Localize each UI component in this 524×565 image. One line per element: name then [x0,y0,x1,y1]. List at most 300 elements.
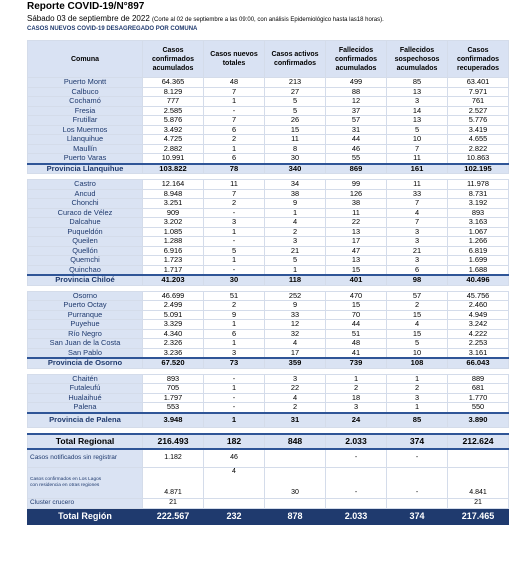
comuna-name: Puqueldón [28,227,143,237]
cell-deaths-confirmed: 51 [326,329,387,339]
cell-new-cases: 6 [204,329,265,339]
total-regional-new-cases: 182 [204,434,265,449]
cell-recovered: 4.949 [448,310,509,320]
cell-deaths-confirmed: 18 [326,393,387,403]
cell-deaths-suspected: 4 [387,208,448,218]
comuna-name: Dalcahue [28,218,143,228]
total-region-confirmed-cumulative: 222.567 [143,508,204,524]
cell-active-cases: 4 [265,393,326,403]
cell-deaths-confirmed: 12 [326,97,387,107]
cell-deaths-suspected: 7 [387,199,448,209]
cell-deaths-suspected: 14 [387,106,448,116]
cell-deaths-suspected: 98 [387,275,448,285]
extra-recovered [448,449,509,468]
cell-deaths-suspected: 4 [387,320,448,330]
extra-row-label [28,467,143,498]
cell-deaths-suspected: 15 [387,310,448,320]
extra-deaths-suspected [387,498,448,508]
table-row [28,301,509,311]
cell-new-cases: 1 [204,384,265,394]
cell-active-cases: 17 [265,348,326,358]
cell-deaths-suspected: 5 [387,125,448,135]
cell-active-cases: 2 [265,227,326,237]
cell-recovered: 2.460 [448,301,509,311]
extra-recovered: 4.841 [448,467,509,498]
cell-recovered: 893 [448,208,509,218]
cell-active-cases: 31 [265,413,326,428]
cell-new-cases: 1 [204,144,265,154]
cell-confirmed-cumulative: 3.236 [143,348,204,358]
cell-deaths-suspected: 57 [387,291,448,301]
extra-row-label-line1: Casos confirmados en Los Lagos [30,476,102,482]
cell-active-cases: 1 [265,208,326,218]
cell-recovered: 1.688 [448,265,509,275]
cell-deaths-suspected: 13 [387,116,448,126]
comuna-name: Río Negro [28,329,143,339]
cell-deaths-suspected: 10 [387,135,448,145]
cell-deaths-confirmed: 2 [326,384,387,394]
cell-confirmed-cumulative: 6.916 [143,246,204,256]
cell-new-cases: 9 [204,310,265,320]
cell-recovered: 5.776 [448,116,509,126]
cell-deaths-suspected: 7 [387,144,448,154]
extra-deaths-suspected: - [387,467,448,498]
cell-active-cases: 32 [265,329,326,339]
comuna-name: Puyehue [28,320,143,330]
cell-new-cases: 3 [204,218,265,228]
header-confirmed-cumulative: Casos confirmados acumulados [143,41,204,78]
cell-active-cases: 9 [265,301,326,311]
cell-active-cases: 12 [265,320,326,330]
province-row [28,164,509,174]
cell-active-cases: 4 [265,339,326,349]
table-row [28,310,509,320]
cell-confirmed-cumulative: 3.492 [143,125,204,135]
cell-deaths-suspected: 85 [387,78,448,88]
cell-recovered: 3.192 [448,199,509,209]
cell-new-cases: 7 [204,189,265,199]
cell-confirmed-cumulative: 1.288 [143,237,204,247]
cell-recovered: 889 [448,374,509,384]
extra-confirmed-cumulative: 1.182 [143,449,204,468]
table-row [28,374,509,384]
total-regional-confirmed-cumulative: 216.493 [143,434,204,449]
table-row [28,116,509,126]
cell-confirmed-cumulative: 2.585 [143,106,204,116]
cell-confirmed-cumulative: 8.948 [143,189,204,199]
header-row [28,41,509,78]
cell-deaths-suspected: 3 [387,237,448,247]
cell-confirmed-cumulative: 4.725 [143,135,204,145]
section-label: CASOS NUEVOS COVID-19 DESAGREGADO POR COMUNA [27,26,198,32]
cell-new-cases: 6 [204,154,265,164]
cell-confirmed-cumulative: 893 [143,374,204,384]
cell-deaths-confirmed: 41 [326,348,387,358]
cell-new-cases: 2 [204,301,265,311]
table-row [28,87,509,97]
cell-deaths-suspected: 161 [387,164,448,174]
extra-row [28,498,509,508]
comuna-name: Chaitén [28,374,143,384]
comuna-name: Queilen [28,237,143,247]
cell-active-cases: 26 [265,116,326,126]
table-row [28,291,509,301]
cell-new-cases: - [204,403,265,413]
cell-deaths-confirmed: 38 [326,199,387,209]
comuna-name: Puerto Montt [28,78,143,88]
cell-confirmed-cumulative: 1.085 [143,227,204,237]
cell-confirmed-cumulative: 4.340 [143,329,204,339]
cell-deaths-suspected: 85 [387,413,448,428]
comuna-name: Maullín [28,144,143,154]
cell-new-cases: 5 [204,246,265,256]
cell-confirmed-cumulative: 553 [143,403,204,413]
cell-recovered: 11.978 [448,180,509,190]
cell-active-cases: 5 [265,106,326,116]
cell-deaths-confirmed: 48 [326,339,387,349]
extra-row [28,467,509,498]
cell-deaths-suspected: 3 [387,393,448,403]
cell-deaths-suspected: 10 [387,348,448,358]
table-row [28,180,509,190]
comuna-name: Purranque [28,310,143,320]
cell-active-cases: 2 [265,403,326,413]
cell-confirmed-cumulative: 3.329 [143,320,204,330]
cell-deaths-suspected: 3 [387,97,448,107]
extra-deaths-suspected: - [387,449,448,468]
total-region-deaths-confirmed: 2.033 [326,508,387,524]
cell-deaths-confirmed: 55 [326,154,387,164]
cell-confirmed-cumulative: 1.723 [143,256,204,266]
cell-confirmed-cumulative: 8.129 [143,87,204,97]
cell-new-cases: 73 [204,358,265,368]
comuna-name: Calbuco [28,87,143,97]
province-row [28,413,509,428]
table-row [28,329,509,339]
cell-active-cases: 4 [265,218,326,228]
table-row [28,208,509,218]
extra-row-label-line2: con residencia en otras regiones [30,482,100,488]
cell-recovered: 6.819 [448,246,509,256]
cell-deaths-confirmed: 126 [326,189,387,199]
cell-new-cases: 1 [204,339,265,349]
cell-active-cases: 8 [265,144,326,154]
cell-deaths-confirmed: 470 [326,291,387,301]
cell-active-cases: 252 [265,291,326,301]
province-name: Provincia de Palena [28,413,143,428]
cell-recovered: 550 [448,403,509,413]
cell-new-cases: - [204,393,265,403]
cell-deaths-suspected: 13 [387,87,448,97]
cell-recovered: 3.161 [448,348,509,358]
total-region-recovered: 217.465 [448,508,509,524]
cell-recovered: 8.731 [448,189,509,199]
comuna-name: Llanquihue [28,135,143,145]
extra-deaths-confirmed [326,498,387,508]
header-deaths-suspected: Fallecidos sospechosos acumulados [387,41,448,78]
cell-deaths-confirmed: 46 [326,144,387,154]
cell-deaths-suspected: 2 [387,301,448,311]
total-regional-deaths-suspected: 374 [387,434,448,449]
comuna-name: Los Muermos [28,125,143,135]
cell-confirmed-cumulative: 3.251 [143,199,204,209]
total-region-new-cases: 232 [204,508,265,524]
extra-active-cases: 30 [265,467,326,498]
table-row [28,106,509,116]
extra-new-cases: 46 [204,449,265,468]
table-row [28,384,509,394]
cell-confirmed-cumulative: 1.797 [143,393,204,403]
cell-new-cases: 3 [204,348,265,358]
total-region-active-cases: 878 [265,508,326,524]
cell-recovered: 102.195 [448,164,509,174]
table-row [28,256,509,266]
cell-recovered: 3.242 [448,320,509,330]
cell-recovered: 3.419 [448,125,509,135]
extra-confirmed-cumulative: 4.871 [143,467,204,498]
comuna-name: Curaco de Vélez [28,208,143,218]
header-deaths-confirmed: Fallecidos confirmados acumulados [326,41,387,78]
cell-new-cases: 11 [204,180,265,190]
cell-recovered: 1.067 [448,227,509,237]
cell-recovered: 2.253 [448,339,509,349]
cell-deaths-confirmed: 37 [326,106,387,116]
extra-active-cases [265,498,326,508]
cell-recovered: 761 [448,97,509,107]
cell-confirmed-cumulative: 64.365 [143,78,204,88]
comuna-name: Cochamó [28,97,143,107]
cell-confirmed-cumulative: 41.203 [143,275,204,285]
cell-recovered: 63.401 [448,78,509,88]
province-name: Provincia de Osorno [28,358,143,368]
total-regional-active-cases: 848 [265,434,326,449]
cell-deaths-suspected: 15 [387,329,448,339]
cell-deaths-confirmed: 13 [326,227,387,237]
cell-new-cases: - [204,265,265,275]
table-row [28,125,509,135]
cell-new-cases: - [204,208,265,218]
table-row [28,144,509,154]
extra-row [28,449,509,468]
table-row [28,265,509,275]
total-regional-label: Total Regional [28,434,143,449]
cell-new-cases: 30 [204,275,265,285]
cell-deaths-confirmed: 44 [326,135,387,145]
cell-confirmed-cumulative: 103.822 [143,164,204,174]
cell-recovered: 3.163 [448,218,509,228]
comuna-name: Frutillar [28,116,143,126]
cell-new-cases: 78 [204,164,265,174]
cell-deaths-confirmed: 15 [326,265,387,275]
comuna-name: Ancud [28,189,143,199]
comuna-name: Osorno [28,291,143,301]
cell-recovered: 4.655 [448,135,509,145]
cell-deaths-suspected: 1 [387,374,448,384]
cell-new-cases: 2 [204,199,265,209]
cell-deaths-confirmed: 13 [326,256,387,266]
table-row [28,237,509,247]
table-row [28,348,509,358]
total-regional-deaths-confirmed: 2.033 [326,434,387,449]
extra-active-cases [265,449,326,468]
comuna-name: Quemchi [28,256,143,266]
cell-recovered: 2.527 [448,106,509,116]
cell-active-cases: 1 [265,265,326,275]
header-new-cases: Casos nuevos totales [204,41,265,78]
comuna-name: Puerto Varas [28,154,143,164]
comuna-name: Palena [28,403,143,413]
cell-deaths-confirmed: 15 [326,301,387,311]
province-name: Provincia Chiloé [28,275,143,285]
table-row [28,154,509,164]
cell-deaths-confirmed: 57 [326,116,387,126]
cell-deaths-confirmed: 869 [326,164,387,174]
cell-deaths-suspected: 108 [387,358,448,368]
cell-deaths-suspected: 11 [387,180,448,190]
cell-new-cases: 1 [204,256,265,266]
cell-deaths-suspected: 2 [387,384,448,394]
cell-deaths-confirmed: 99 [326,180,387,190]
comuna-name: San Juan de la Costa [28,339,143,349]
extra-row-label: Casos notificados sin registrar [28,449,143,468]
cell-confirmed-cumulative: 1.717 [143,265,204,275]
cell-deaths-confirmed: 88 [326,87,387,97]
cell-deaths-confirmed: 44 [326,320,387,330]
table-row [28,78,509,88]
header-active-cases: Casos activos confirmados [265,41,326,78]
report-subtitle [27,14,384,23]
report-title: Reporte COVID-19/N°897 [27,1,145,12]
cell-confirmed-cumulative: 5.876 [143,116,204,126]
table-row [28,339,509,349]
extra-deaths-confirmed: - [326,467,387,498]
cell-active-cases: 33 [265,310,326,320]
cell-deaths-suspected: 5 [387,339,448,349]
cell-recovered: 1.770 [448,393,509,403]
cell-deaths-confirmed: 401 [326,275,387,285]
cell-recovered: 1.699 [448,256,509,266]
comuna-name: Castro [28,180,143,190]
cell-deaths-confirmed: 17 [326,237,387,247]
cell-new-cases: 2 [204,135,265,145]
cell-recovered: 10.863 [448,154,509,164]
comuna-name: Hualaihué [28,393,143,403]
total-regional-row [28,434,509,449]
extra-deaths-confirmed: - [326,449,387,468]
cell-active-cases: 27 [265,87,326,97]
table-row [28,135,509,145]
extra-row-label: Cluster crucero [28,498,143,508]
cell-deaths-suspected: 6 [387,265,448,275]
cell-recovered: 40.496 [448,275,509,285]
cell-deaths-suspected: 3 [387,227,448,237]
cell-deaths-confirmed: 22 [326,218,387,228]
cell-deaths-suspected: 11 [387,154,448,164]
cell-active-cases: 11 [265,135,326,145]
extra-new-cases [204,498,265,508]
cell-confirmed-cumulative: 46.699 [143,291,204,301]
cell-deaths-confirmed: 70 [326,310,387,320]
cell-deaths-suspected: 21 [387,246,448,256]
cell-deaths-confirmed: 47 [326,246,387,256]
cell-new-cases: 1 [204,97,265,107]
cell-confirmed-cumulative: 909 [143,208,204,218]
cell-active-cases: 3 [265,374,326,384]
cell-recovered: 681 [448,384,509,394]
cell-deaths-suspected: 1 [387,403,448,413]
cell-active-cases: 213 [265,78,326,88]
cell-confirmed-cumulative: 2.499 [143,301,204,311]
comuna-name: Quinchao [28,265,143,275]
comuna-name: San Pablo [28,348,143,358]
comuna-name: Quellón [28,246,143,256]
cell-confirmed-cumulative: 777 [143,97,204,107]
total-region-deaths-suspected: 374 [387,508,448,524]
cell-recovered: 7.971 [448,87,509,97]
cell-active-cases: 38 [265,189,326,199]
extra-confirmed-cumulative: 21 [143,498,204,508]
province-name: Provincia Llanquihue [28,164,143,174]
cell-confirmed-cumulative: 3.948 [143,413,204,428]
cell-active-cases: 359 [265,358,326,368]
cell-confirmed-cumulative: 5.091 [143,310,204,320]
table-row [28,218,509,228]
cell-new-cases: 48 [204,78,265,88]
cell-active-cases: 3 [265,237,326,247]
cell-new-cases: 1 [204,227,265,237]
total-region-row [28,508,509,524]
cell-new-cases: - [204,237,265,247]
cell-new-cases: 1 [204,413,265,428]
comuna-name: Puerto Octay [28,301,143,311]
cell-deaths-suspected: 33 [387,189,448,199]
table-row [28,189,509,199]
table-row [28,320,509,330]
table-row [28,227,509,237]
cell-recovered: 66.043 [448,358,509,368]
cell-active-cases: 34 [265,180,326,190]
cell-new-cases: - [204,374,265,384]
cell-new-cases: 6 [204,125,265,135]
cell-active-cases: 21 [265,246,326,256]
table-row [28,97,509,107]
comuna-name: Fresia [28,106,143,116]
cell-confirmed-cumulative: 10.991 [143,154,204,164]
cell-recovered: 2.822 [448,144,509,154]
cell-deaths-confirmed: 3 [326,403,387,413]
cell-recovered: 1.266 [448,237,509,247]
extra-new-cases: 4 [204,467,265,498]
cell-recovered: 3.890 [448,413,509,428]
table-row [28,393,509,403]
cell-confirmed-cumulative: 67.520 [143,358,204,368]
cell-deaths-suspected: 3 [387,256,448,266]
comuna-name: Futaleufú [28,384,143,394]
total-regional-recovered: 212.624 [448,434,509,449]
cell-active-cases: 22 [265,384,326,394]
province-row [28,275,509,285]
cell-confirmed-cumulative: 705 [143,384,204,394]
table-row [28,403,509,413]
cell-active-cases: 15 [265,125,326,135]
total-region-label: Total Región [28,508,143,524]
province-row [28,358,509,368]
report-date: Sábado 03 de septiembre de 2022 [27,14,150,23]
cell-recovered: 45.756 [448,291,509,301]
cell-deaths-confirmed: 31 [326,125,387,135]
header-recovered: Casos confirmados recuperados [448,41,509,78]
cell-new-cases: 1 [204,320,265,330]
